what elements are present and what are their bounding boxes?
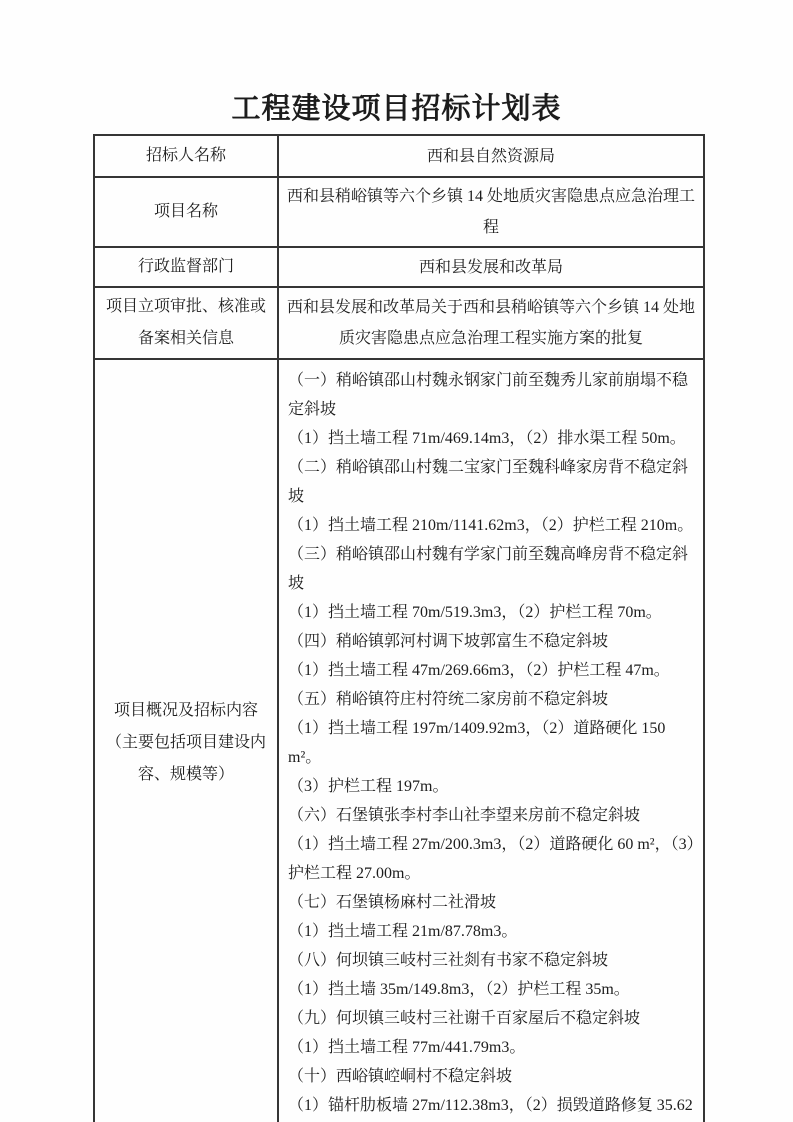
project-overview-label: 项目概况及招标内容（主要包括项目建设内容、规模等） [94,359,278,1122]
content-line: （1）挡土墙工程 70m/519.3m3，（2）护栏工程 70m。 [288,604,662,621]
content-line: （1）锚杆肋板墙 27m/112.38m3，（2）损毁道路修复 35.62 [288,1097,693,1114]
content-line: （八）何坝镇三岐村三社剡有书家不稳定斜坡 [288,952,609,969]
project-name-label: 项目名称 [94,177,278,247]
content-line: （三）稍峪镇邵山村魏有学家门前至魏高峰房背不稳定斜坡 [288,546,689,592]
table-row-approval-info [94,287,704,359]
content-line: （九）何坝镇三岐村三社谢千百家屋后不稳定斜坡 [288,1010,641,1027]
content-line: （1）挡土墙工程 47m/269.66m3，（2）护栏工程 47m。 [288,662,670,679]
content-line: （一）稍峪镇邵山村魏永钢家门前至魏秀儿家前崩塌不稳定斜坡 [288,372,689,418]
approval-info-value: 西和县发展和改革局关于西和县稍峪镇等六个乡镇 14 处地质灾害隐患点应急治理工程实施方案的批复 [278,287,704,359]
table-row-project-overview [94,359,704,1122]
admin-department-label: 行政监督部门 [94,247,278,287]
content-line: （1）挡土墙工程 210m/1141.62m3，（2）护栏工程 210m。 [288,517,694,534]
content-line: （六）石堡镇张李村李山社李望来房前不稳定斜坡 [288,807,641,824]
content-line: （十）西峪镇崆峒村不稳定斜坡 [288,1068,513,1085]
table-row-admin-department [94,247,704,287]
content-line: （七）石堡镇杨麻村二社滑坡 [288,894,497,911]
project-overview-content [278,359,704,1122]
table-row-bidder-name [94,135,704,177]
content-line: （1）挡土墙工程 27m/200.3m3，（2）道路硬化 60 m²，（3）护栏工程 27.00m。 [288,836,695,882]
admin-department-value: 西和县发展和改革局 [278,247,704,287]
bidder-name-value: 西和县自然资源局 [278,135,704,177]
table-row-project-name [94,177,704,247]
content-line: （二）稍峪镇邵山村魏二宝家门至魏科峰家房背不稳定斜坡 [288,459,689,505]
content-line: （1）挡土墙工程 77m/441.79m3。 [288,1039,526,1056]
bidder-name-label: 招标人名称 [94,135,278,177]
project-name-value: 西和县稍峪镇等六个乡镇 14 处地质灾害隐患点应急治理工程 [278,177,704,247]
approval-info-label: 项目立项审批、核准或备案相关信息 [94,287,278,359]
page-title: 工程建设项目招标计划表 [231,93,562,125]
content-line: （1）挡土墙工程 71m/469.14m3，（2）排水渠工程 50m。 [288,430,686,447]
content-line: （五）稍峪镇符庄村符统二家房前不稳定斜坡 [288,691,609,708]
content-line: （3）护栏工程 197m。 [288,778,449,795]
content-line: （1）挡土墙工程 197m/1409.92m3，（2）道路硬化 150 m²。 [288,720,666,766]
content-line: （1）挡土墙 35m/149.8m3，（2）护栏工程 35m。 [288,981,630,998]
bidding-plan-table [93,134,705,1122]
content-line: （四）稍峪镇郭河村调下坡郭富生不稳定斜坡 [288,633,609,650]
content-line: （1）挡土墙工程 21m/87.78m3。 [288,923,518,940]
